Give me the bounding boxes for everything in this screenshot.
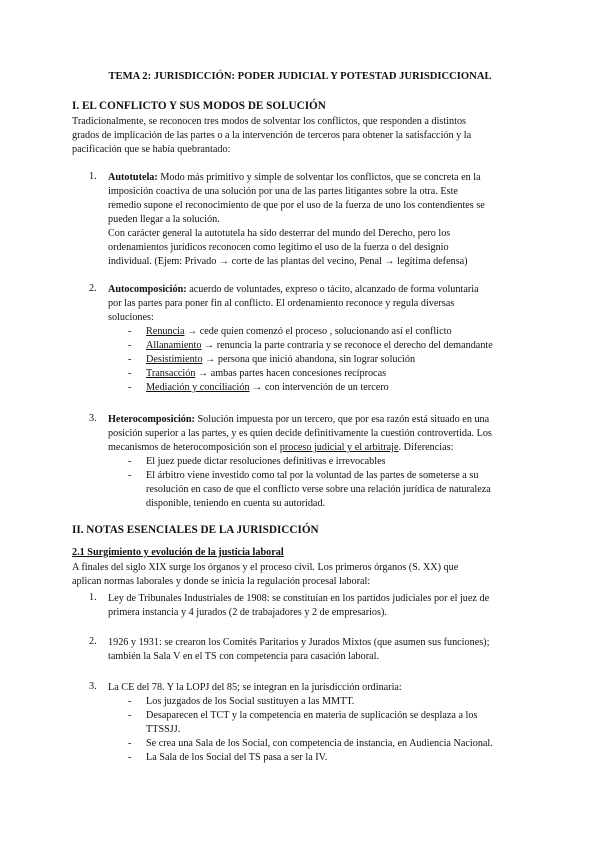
list-item: - Mediación y conciliación → con intervención de un tercero [128,382,389,393]
list-number: 2. [89,283,97,294]
list-item: - El juez puede dictar resoluciones definitivas e irrevocables [128,456,386,467]
text-line: primera instancia y 4 jurados (2 de trabajadores y 2 de empresarios). [108,607,387,618]
text-line: A finales del siglo XIX surge los órganos y el proceso civil. Los primeros órganos (S. XX) que [72,562,459,573]
text-line: por las partes para poner fin al conflicto. El ordenamiento reconoce y regula diversas [108,298,455,309]
term-autocomposicion: Autocomposición: [108,284,187,295]
list-item: - Allanamiento → renuncia la parte contraria y se reconoce el derecho del demandante [128,340,493,351]
list-number: 3. [89,413,97,424]
text-line: soluciones: [108,312,154,323]
subsection-heading: 2.1 Surgimiento y evolución de la justicia laboral [72,547,284,558]
comites-item [108,636,489,664]
autocomposicion-bullets [128,325,493,395]
autotutela-item [108,171,485,269]
section-2-intro [72,561,458,589]
list-number: 1. [89,592,97,603]
text-line: también la Sala V en el TS con competencia para casación laboral. [108,651,379,662]
list-number: 1. [89,171,97,182]
list-item: - El árbitro viene investido como tal por la voluntad de las partes de someterse a su [128,470,479,481]
text-line: pueden llegar a la solución. [108,214,220,225]
text-line: remedio supone el reconocimiento de que por el uso de la fuerza de uno los contendientes se [108,200,485,211]
text-line: imposición coactiva de una solución por una de las partes litigantes sobre la otra. Este [108,186,458,197]
list-number: 2. [89,636,97,647]
text-line: disponible, teniendo en cuenta su autoridad. [146,498,326,509]
heterocomposicion-bullets [128,455,491,511]
text-line: Modo más primitivo y simple de solventar los conflictos, que se concreta en la [157,172,481,183]
list-item: - Los juzgados de los Social sustituyen a las MMTT. [128,696,355,707]
section-1-heading: I. EL CONFLICTO Y SUS MODOS DE SOLUCIÓN [72,100,326,112]
autocomposicion-item [108,283,479,325]
text-line: individual. (Ejem: Privado → corte de las plantas del vecino, Penal → legítima defensa) [108,256,468,267]
text-line: acuerdo de voluntades, expreso o tácito, alcanzado de forma voluntaria [186,284,479,295]
text-line: 1926 y 1931: se crearon los Comités Paritarios y Jurados Mixtos (que asumen sus funciones); [108,637,490,648]
text-line: resolución en caso de que el conflicto verse sobre una relación jurídica de naturaleza [146,484,491,495]
text-line: Tradicionalmente, se reconocen tres modos de solventar los conflictos, que responden a distintos [72,116,467,127]
list-item: - Se crea una Sala de los Social, con competencia de instancia, en Audiencia Nacional. [128,738,493,749]
term-autotutela: Autotutela: [108,172,158,183]
text-line: grados de implicación de las partes o a la intervención de terceros para obtener la satisfacción y la [72,130,472,141]
section-2-heading: II. NOTAS ESENCIALES DE LA JURISDICCIÓN [72,524,319,536]
text-line: posición superior a las partes, y es quien decide definitivamente la cuestión controvertida. Los [108,428,492,439]
list-item: - Transacción → ambas partes hacen concesiones recíprocas [128,368,387,379]
text-line: pacificación que se había quebrantado: [72,144,231,155]
list-item: - La Sala de los Social del TS pasa a ser la IV. [128,752,328,763]
text-line: ordenamientos jurídicos reconocen como legítimo el uso de la fuerza o del designio [108,242,449,253]
text-line: Solución impuesta por un tercero, que por esa razón está situado en una [194,414,490,425]
list-item: - Desaparecen el TCT y la competencia en materia de suplicación se desplaza a los [128,710,478,721]
term-heterocomposicion: Heterocomposición: [108,414,195,425]
list-item: - Renuncia → cede quien comenzó el proceso , solucionando así el conflicto [128,326,452,337]
list-item: - Desistimiento → persona que inició abandona, sin lograr solución [128,354,416,365]
ce78-item [108,681,402,695]
text-line: aplican normas laborales y donde se inicia la regulación procesal laboral: [72,576,371,587]
text-line: Ley de Tribunales Industriales de 1908: se constituían en los partidos judiciales por el juez de [108,593,490,604]
list-number: 3. [89,681,97,692]
text-line: TTSSJJ. [146,724,181,735]
tribunales-item [108,592,489,620]
text-line: La CE del 78. Y la LOPJ del 85; se integran en la jurisdicción ordinaria: [108,682,402,693]
document-title: TEMA 2: JURISDICCIÓN: PODER JUDICIAL Y POTESTAD JURISDICCIONAL [108,71,492,82]
heterocomposicion-item [108,413,492,455]
text-line: Con carácter general la autotutela ha sido desterrar del mundo del Derecho, pero los [108,228,451,239]
ce78-bullets [128,695,493,765]
section-1-intro [72,115,471,157]
text-line: mecanismos de heterocomposición son el proceso judicial y el arbitraje. Diferencias: [108,442,454,453]
